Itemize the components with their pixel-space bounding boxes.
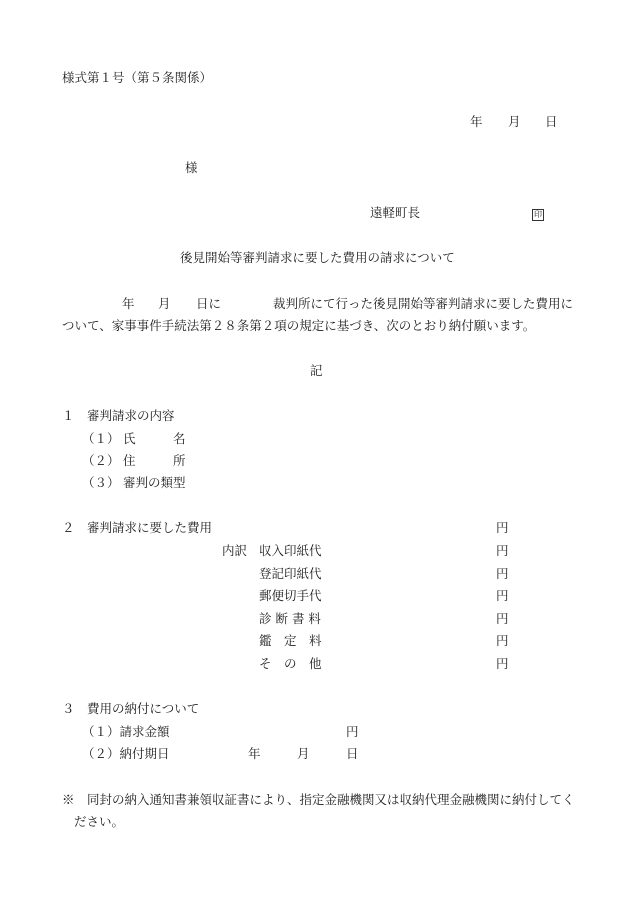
- due-day: 日: [346, 746, 359, 761]
- fee-row-label: 郵便切手代: [259, 588, 322, 603]
- body-year: 年: [122, 296, 135, 311]
- due-date-label: （２）納付期日: [82, 746, 170, 761]
- section1-item-num: （１）: [82, 431, 120, 446]
- breakdown-label: 内訳: [222, 543, 248, 558]
- date-year-label: 年: [470, 114, 483, 129]
- due-year: 年: [248, 746, 261, 761]
- amount-unit: 円: [346, 724, 359, 739]
- section2-heading: ２ 審判請求に要した費用: [62, 520, 213, 535]
- ki-marker: 記: [310, 363, 323, 378]
- section2-total-unit: 円: [496, 520, 509, 535]
- fee-row-unit: 円: [496, 611, 509, 626]
- fee-row-label: 診 断 書 料: [259, 611, 321, 626]
- addressee-suffix: 様: [185, 160, 198, 175]
- date-month-label: 月: [508, 114, 521, 129]
- body-line1-rest: 裁判所にて行った後見開始等審判請求に要した費用に: [273, 296, 574, 311]
- date-day-label: 日: [545, 114, 558, 129]
- seal-icon: 印: [534, 210, 542, 219]
- fee-row-unit: 円: [496, 633, 509, 648]
- body-month: 月: [158, 296, 171, 311]
- section1-item-num: （２）: [82, 453, 120, 468]
- section1-item-name: 氏 名: [123, 431, 186, 446]
- body-day: 日に: [196, 296, 222, 311]
- fee-row-unit: 円: [496, 588, 509, 603]
- fee-row-unit: 円: [496, 543, 509, 558]
- document-title: 後見開始等審判請求に要した費用の請求について: [180, 250, 455, 265]
- form-number: 様式第１号（第５条関係）: [62, 70, 213, 85]
- fee-row-label: 登記印紙代: [259, 566, 322, 581]
- fee-row-unit: 円: [496, 656, 509, 671]
- section1-heading: １ 審判請求の内容: [62, 408, 175, 423]
- note-line1: ※ 同封の納入通知書兼領収証書により、指定金融機関又は収納代理金融機関に納付してく: [62, 792, 575, 807]
- fee-row-label: 鑑 定 料: [259, 633, 322, 648]
- body-line2: ついて、家事事件手続法第２８条第２項の規定に基づき、次のとおり納付願います。: [62, 318, 536, 333]
- fee-row-label: そ の 他: [259, 656, 322, 671]
- section3-heading: ３ 費用の納付について: [62, 701, 200, 716]
- section1-item-address: 住 所: [123, 453, 186, 468]
- section1-item-num: （３）: [82, 475, 120, 490]
- section1-item-type: 審判の類型: [123, 475, 186, 490]
- fee-row-label: 収入印紙代: [259, 543, 322, 558]
- due-month: 月: [297, 746, 310, 761]
- fee-row-unit: 円: [496, 566, 509, 581]
- seal-mark: [532, 205, 544, 221]
- sender-name: 遠軽町長: [370, 205, 421, 220]
- note-line2: ださい。: [74, 814, 125, 829]
- amount-label: （１）請求金額: [82, 724, 170, 739]
